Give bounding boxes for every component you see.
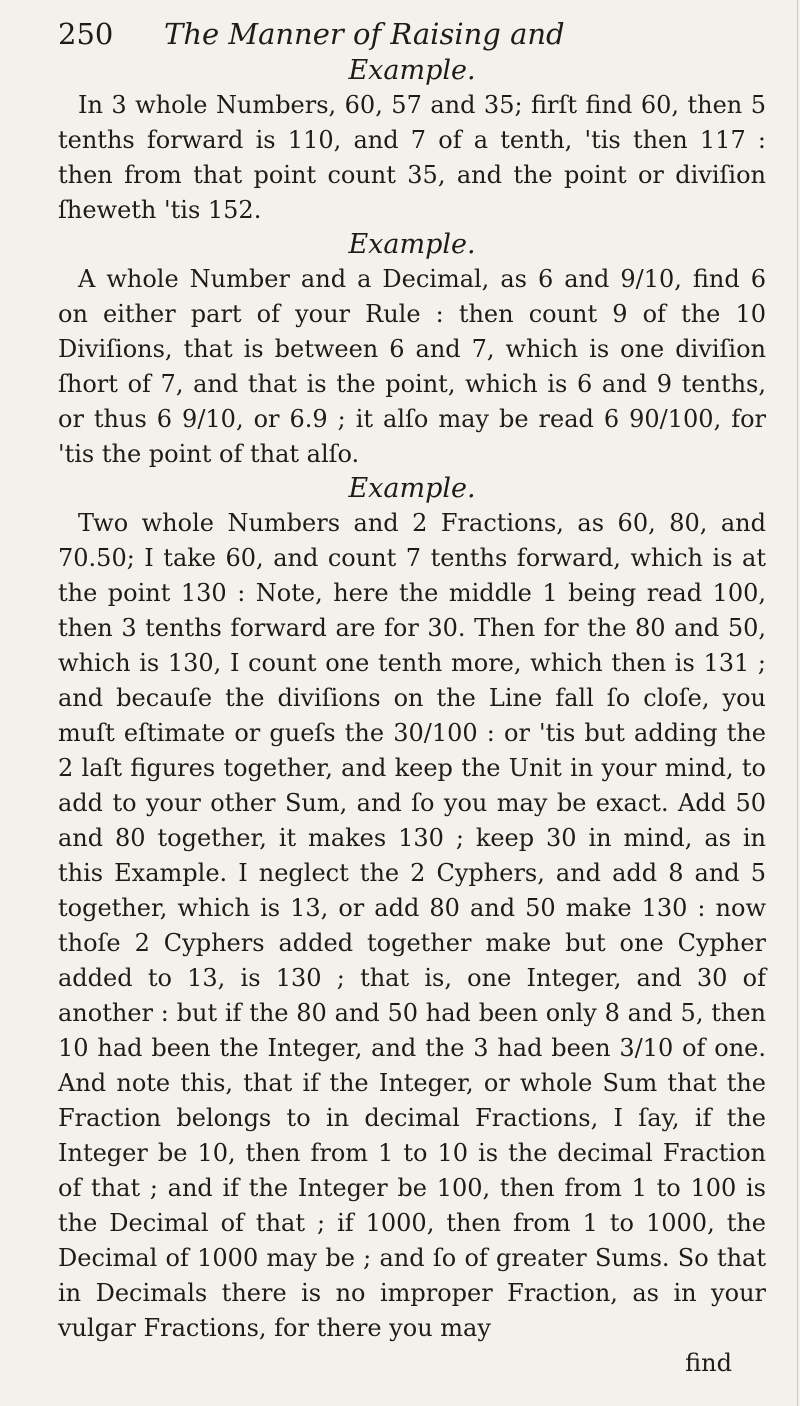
page-number: 250 [58, 17, 114, 51]
page-edge-line [797, 0, 798, 1406]
section-1 [58, 54, 766, 228]
example-heading: Example. [348, 55, 476, 86]
running-title: The Manner of Raising and [164, 17, 565, 51]
catchword: find [685, 1349, 732, 1377]
body-paragraph: Two whole Numbers and 2 Fractions, as 60, 80, and 70.50; I take 60, and count 7 tenths forward, which is at the point 130 : Note, here the middle 1 being read 100, then 3 tenths forward are for 30. Then for the 80 and 50, which is 130, I count one tenth more, which then is 131 ; and becauſe the diviſions on the Line fall ſo cloſe, you muſt eſtimate or gueſs the 30/100 : or 'tis but adding the 2 laſt figures together, and keep the Unit in your mind, to add to your other Sum, and ſo you may be exact. Add 50 and 80 together, it makes 130 ; keep 30 in mind, as in this Example. I neglect the 2 Cyphers, and add 8 and 5 together, which is 13, or add 80 and 50 make 130 : now thoſe 2 Cyphers added together make but one Cypher added to 13, is 130 ; that is, one Integer, and 30 of another : but if the 80 and 50 had been only 8 and 5, then 10 had been the Integer, and the 3 had been 3/10 of one. And note this, that if the Integer, or whole Sum that the Fraction belongs to in decimal Fractions, I ſay, if the Integer be 10, then from 1 to 10 is the decimal Fraction of that ; and if the Integer be 100, then from 1 to 100 is the Decimal of that ; if 1000, then from 1 to 1000, the Decimal of 1000 may be ; and ſo of greater Sums. So that in Decimals there is no improper Fraction, as in your vulgar Fractions, for there you may [58, 509, 766, 1342]
example-heading: Example. [348, 473, 476, 504]
example-heading: Example. [348, 229, 476, 260]
body-paragraph: A whole Number and a Decimal, as 6 and 9/10, find 6 on either part of your Rule : then count 9 of the 10 Diviſions, that is between 6 and 7, which is one diviſion ſhort of 7, and that is the point, which is 6 and 9 tenths, or thus 6 9/10, or 6.9 ; it alſo may be read 6 90/100, for 'tis the point of that alſo. [58, 265, 766, 468]
section-3 [58, 472, 766, 1346]
section-2 [58, 228, 766, 472]
page-header [58, 14, 766, 54]
body-paragraph: In 3 whole Numbers, 60, 57 and 35; firſt find 60, then 5 tenths forward is 110, and 7 of a tenth, 'tis then 117 : then from that point count 35, and the point or diviſion ſheweth 'tis 152. [58, 91, 766, 224]
